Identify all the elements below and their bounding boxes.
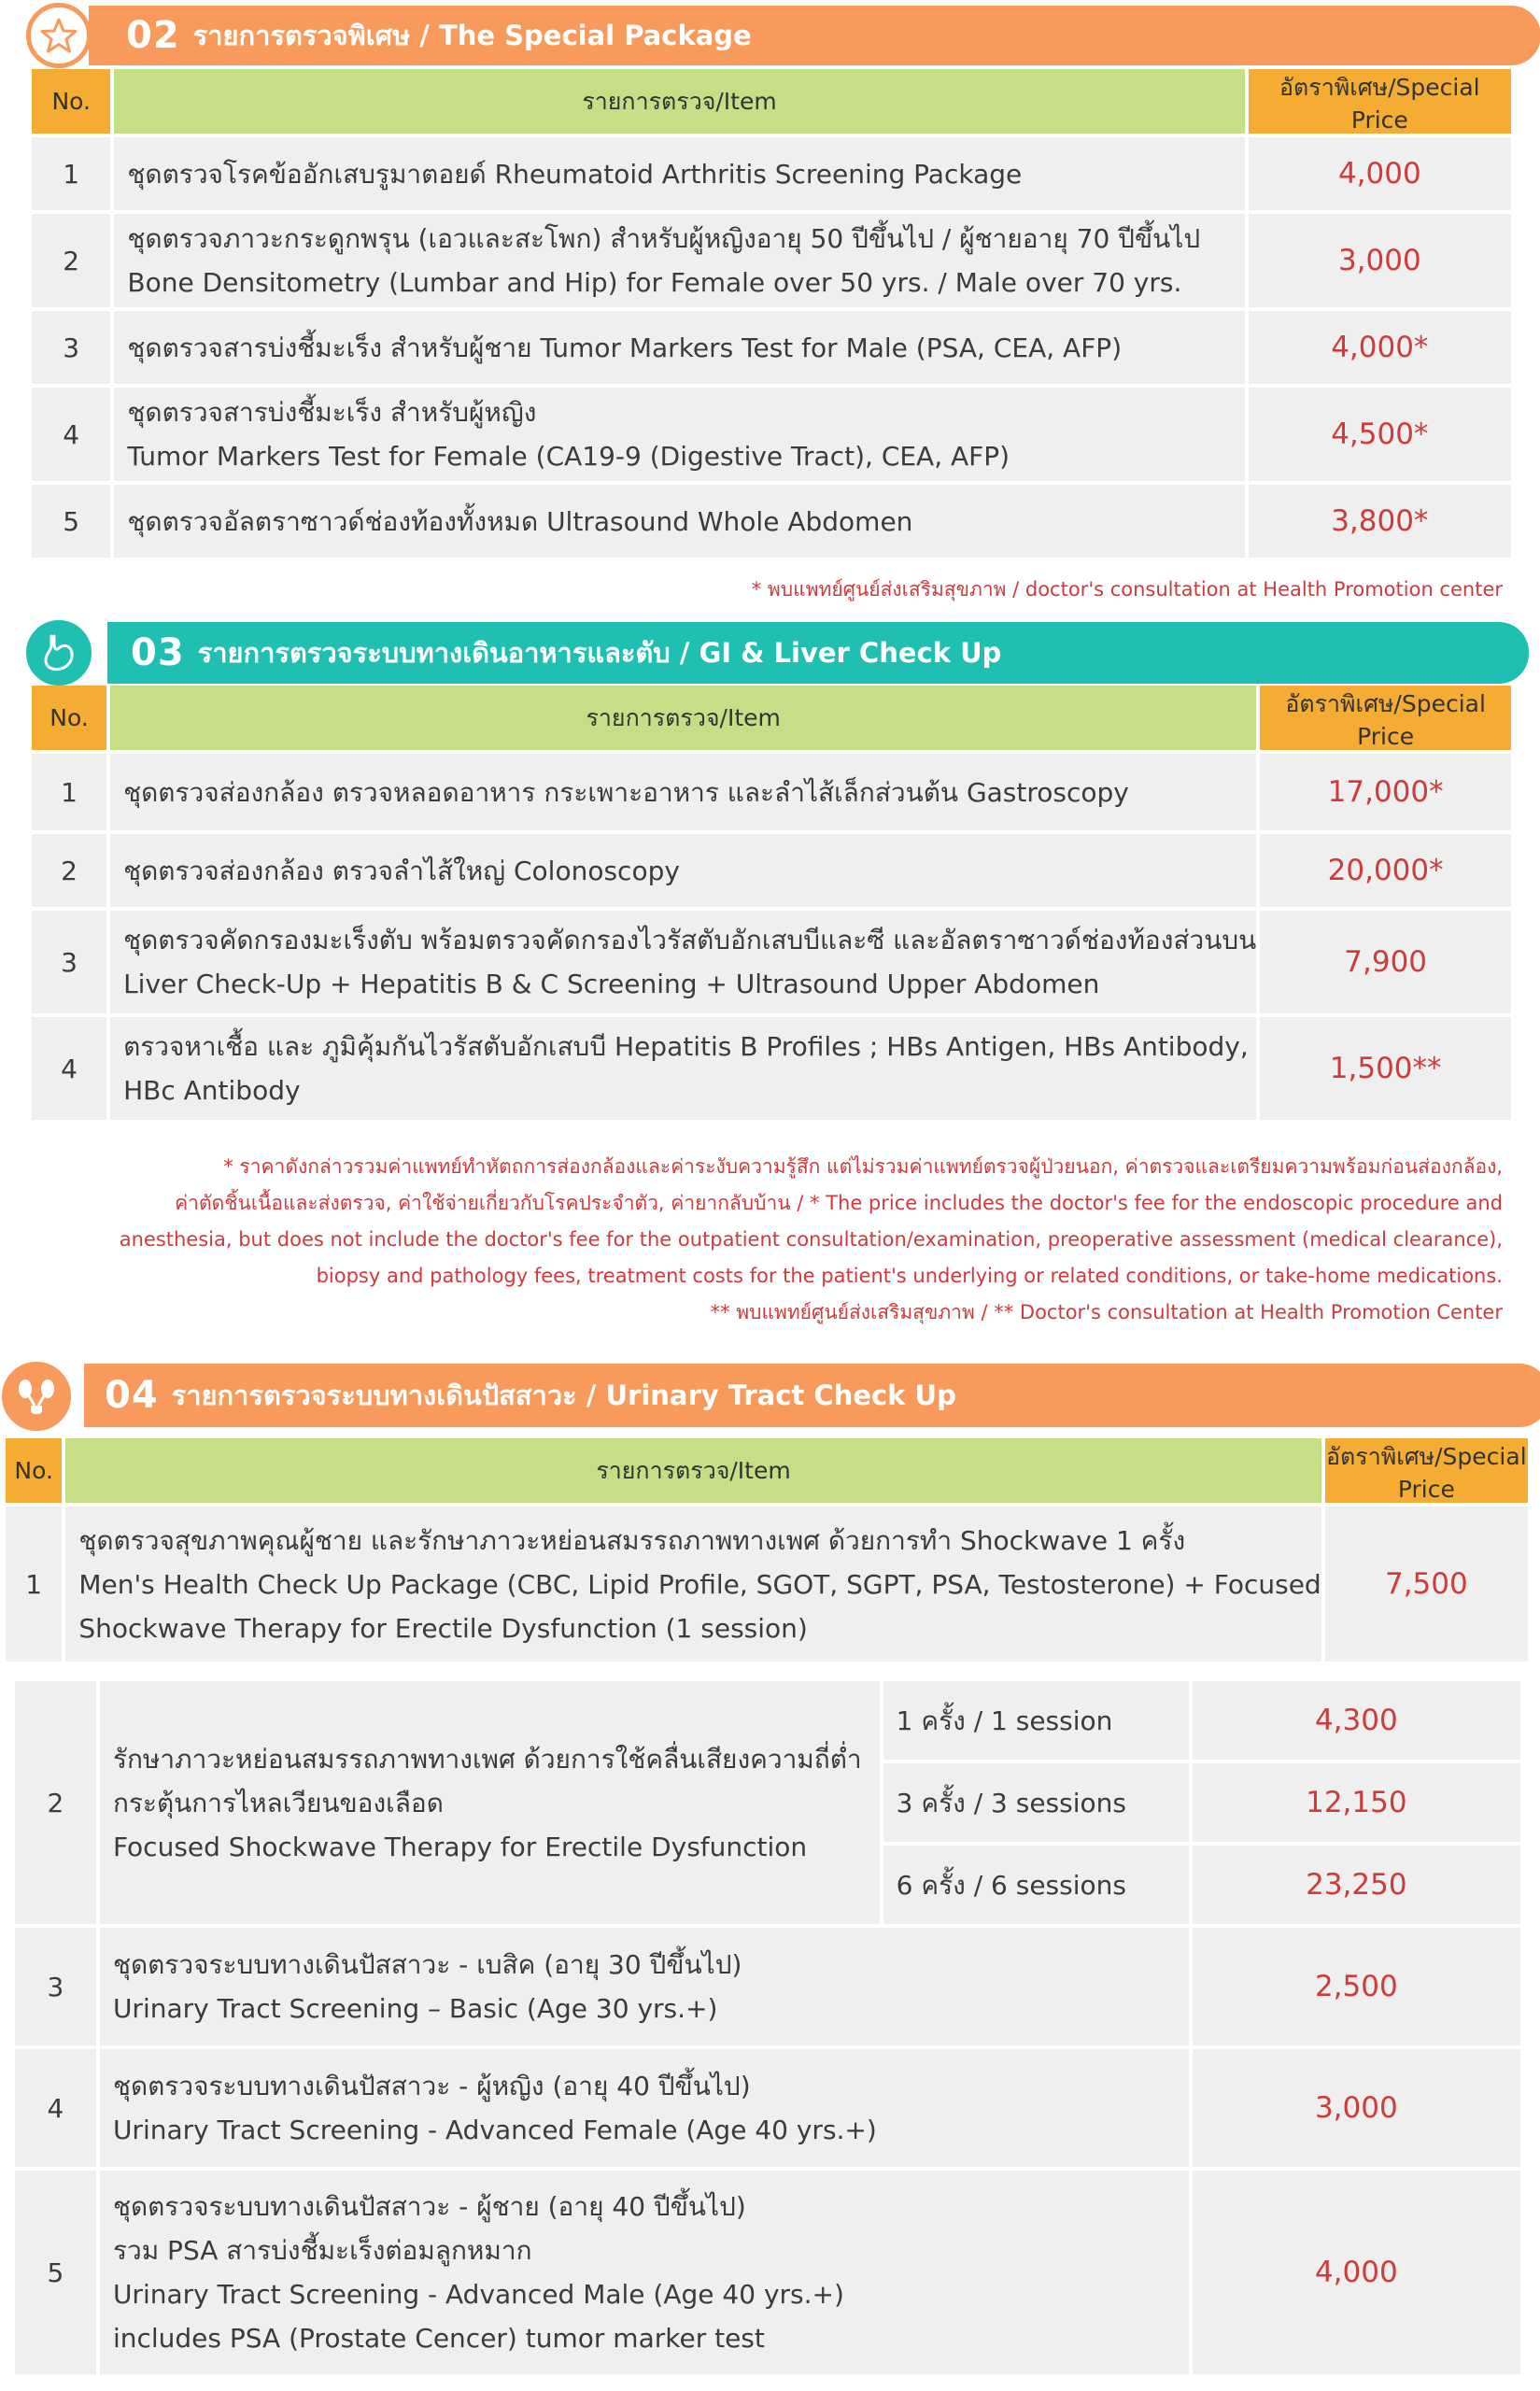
row-item — [65, 1507, 1321, 1662]
table-header-row — [6, 1438, 1528, 1503]
item-line: Focused Shockwave Therapy for Erectile Dysfunction — [112, 1831, 808, 1862]
item-line: กระตุ้นการไหลเวียนของเลือด — [112, 1787, 444, 1818]
session-price: 4,300 — [1193, 1681, 1520, 1760]
session-price: 23,250 — [1193, 1846, 1520, 1924]
col-item-header: รายการตรวจ/Item — [114, 69, 1244, 134]
row-price: 3,000 — [1249, 214, 1511, 307]
table-row — [32, 834, 1511, 907]
item-line: Bone Densitometry (Lumbar and Hip) for Female over 50 yrs. / Male over 70 yrs. — [127, 267, 1182, 298]
table-row — [32, 754, 1511, 830]
row-number: 5 — [15, 2171, 96, 2374]
section-04-title: รายการตรวจระบบทางเดินปัสสาวะ / Urinary Tract Check Up — [171, 1379, 956, 1411]
section-03-footnote — [120, 1149, 1503, 1331]
row-item — [114, 137, 1244, 210]
item-line: ชุดตรวจส่องกล้อง ตรวจหลอดอาหาร กระเพาะอาหาร และลำไส้เล็กส่วนต้น Gastroscopy — [123, 776, 1129, 808]
item-line: ชุดตรวจสารบ่งชี้มะเร็ง สำหรับผู้หญิง — [127, 397, 537, 428]
item-line: Urinary Tract Screening – Basic (Age 30 yrs.+) — [112, 1993, 718, 2024]
footnote-line: ** พบแพทย์ศูนย์ส่งเสริมสุขภาพ / ** Doctor's consultation at Health Promotion Center — [710, 1301, 1503, 1323]
item-line: ชุดตรวจระบบทางเดินปัสสาวะ - ผู้ชาย (อายุ 40 ปีขึ้นไป) — [112, 2191, 746, 2222]
section-02-header — [89, 6, 1540, 65]
row-price: 4,000 — [1193, 2171, 1520, 2374]
col-no-header: No. — [32, 686, 106, 750]
row-price: 3,000 — [1193, 2049, 1520, 2167]
table-row — [32, 214, 1511, 307]
session-option: 6 ครั้ง / 6 sessions — [883, 1846, 1189, 1924]
item-line: ชุดตรวจระบบทางเดินปัสสาวะ - เบสิค (อายุ 30 ปีขึ้นไป) — [112, 1949, 742, 1980]
col-no-header: No. — [6, 1438, 62, 1503]
section-04-header — [84, 1364, 1540, 1427]
row-number: 2 — [32, 834, 106, 907]
item-line: Urinary Tract Screening - Advanced Female (Age 40 yrs.+) — [112, 2115, 877, 2145]
col-price-header: อัตราพิเศษ/Special Price — [1260, 686, 1511, 750]
item-line: Tumor Markers Test for Female (CA19-9 (Digestive Tract), CEA, AFP) — [127, 441, 1010, 472]
row-price: 1,500** — [1260, 1017, 1511, 1120]
row-item — [114, 214, 1244, 307]
row-price: 4,000 — [1249, 137, 1511, 210]
session-option: 1 ครั้ง / 1 session — [883, 1681, 1189, 1760]
row-number: 4 — [15, 2049, 96, 2167]
table-row — [32, 137, 1511, 210]
row-item — [114, 311, 1244, 384]
row-number: 1 — [32, 137, 110, 210]
footnote-line: * ราคาดังกล่าวรวมค่าแพทย์ทำหัตถการส่องกล้องและค่าระงับความรู้สึก แต่ไม่รวมค่าแพทย์ตรวจผู้ป่วยนอก, ค่าตรวจและเตรียมความพร้อมก่อนส่องกล้อง, — [223, 1155, 1503, 1178]
row-price: 4,000* — [1249, 311, 1511, 384]
row-item — [114, 388, 1244, 481]
row-item — [100, 2049, 1189, 2167]
col-item-header: รายการตรวจ/Item — [110, 686, 1256, 750]
row-number: 2 — [32, 214, 110, 307]
stomach-icon — [38, 632, 79, 673]
row-item — [110, 1017, 1256, 1120]
table-row — [32, 911, 1511, 1013]
table-row — [15, 2049, 1520, 2167]
special-package-table — [28, 65, 1515, 561]
item-line: HBc Antibody — [123, 1075, 301, 1106]
row-item — [114, 485, 1244, 558]
row-item — [110, 911, 1256, 1013]
row-number: 3 — [32, 311, 110, 384]
row-number: 5 — [32, 485, 110, 558]
star-badge — [26, 3, 92, 68]
table-row — [15, 2171, 1520, 2374]
col-price-header: อัตราพิเศษ/Special Price — [1249, 69, 1511, 134]
item-line: ชุดตรวจส่องกล้อง ตรวจลำไส้ใหญ่ Colonoscopy — [123, 855, 680, 886]
row-price: 7,900 — [1260, 911, 1511, 1013]
session-option: 3 ครั้ง / 3 sessions — [883, 1763, 1189, 1842]
table-row — [6, 1507, 1528, 1662]
item-line: รวม PSA สารบ่งชี้มะเร็งต่อมลูกหมาก — [112, 2235, 532, 2266]
item-line: includes PSA (Prostate Cencer) tumor marker test — [112, 2323, 765, 2354]
item-line: ชุดตรวจระบบทางเดินปัสสาวะ - ผู้หญิง (อายุ 40 ปีขึ้นไป) — [112, 2071, 751, 2101]
col-no-header: No. — [32, 69, 110, 134]
section-02-footnote: * พบแพทย์ศูนย์ส่งเสริมสุขภาพ / doctor's consultation at Health Promotion center — [751, 578, 1503, 601]
table-row — [32, 485, 1511, 558]
table-header-row — [32, 69, 1511, 134]
item-line: ชุดตรวจสุขภาพคุณผู้ชาย และรักษาภาวะหย่อนสมรรถภาพทางเพศ ด้วยการทำ Shockwave 1 ครั้ง — [78, 1524, 1186, 1556]
row-price: 4,500* — [1249, 388, 1511, 481]
row-item — [110, 754, 1256, 830]
item-line: ตรวจหาเชื้อ และ ภูมิคุ้มกันไวรัสตับอักเสบบี Hepatitis B Profiles ; HBs Antigen, HBs Antibody, — [123, 1031, 1249, 1062]
footnote-line: ค่าตัดชิ้นเนื้อและส่งตรวจ, ค่าใช้จ่ายเกี่ยวกับโรคประจำตัว, ค่ายากลับบ้าน / * The price includes the doctor's fee for the endoscopic procedure and — [175, 1192, 1503, 1214]
row-number: 3 — [15, 1928, 96, 2045]
star-icon — [40, 17, 78, 54]
table-row — [32, 1017, 1511, 1120]
row-number: 1 — [32, 754, 106, 830]
row-item — [100, 1928, 1189, 2045]
row-item — [100, 1681, 880, 1924]
urinary-badge — [2, 1362, 71, 1431]
item-line: Urinary Tract Screening - Advanced Male (Age 40 yrs.+) — [112, 2279, 844, 2310]
urinary-table-top — [2, 1435, 1532, 1665]
item-line: ชุดตรวจสารบ่งชี้มะเร็ง สำหรับผู้ชาย Tumor Markers Test for Male (PSA, CEA, AFP) — [127, 332, 1123, 363]
table-header-row — [32, 686, 1511, 750]
row-price: 7,500 — [1325, 1507, 1528, 1662]
footnote-line: biopsy and pathology fees, treatment costs for the patient's underlying or related conditions, or take-home medications. — [316, 1265, 1503, 1287]
col-price-header: อัตราพิเศษ/Special Price — [1325, 1438, 1528, 1503]
item-line: ชุดตรวจภาวะกระดูกพรุน (เอวและสะโพก) สำหรับผู้หญิงอายุ 50 ปีขึ้นไป / ผู้ชายอายุ 70 ปีขึ้นไป — [127, 223, 1201, 254]
gi-liver-table — [28, 682, 1515, 1124]
stomach-badge — [26, 620, 92, 686]
table-row — [32, 311, 1511, 384]
row-item — [110, 834, 1256, 907]
col-item-header: รายการตรวจ/Item — [65, 1438, 1321, 1503]
section-04-number: 04 — [105, 1374, 159, 1417]
session-price: 12,150 — [1193, 1763, 1520, 1842]
row-price: 20,000* — [1260, 834, 1511, 907]
table-row — [32, 388, 1511, 481]
row-price: 17,000* — [1260, 754, 1511, 830]
section-03-header — [107, 622, 1529, 684]
row-number: 1 — [6, 1507, 62, 1662]
row-number: 3 — [32, 911, 106, 1013]
section-02-title: รายการตรวจพิเศษ / The Special Package — [192, 20, 752, 51]
section-02-number: 02 — [126, 14, 180, 57]
row-number: 4 — [32, 1017, 106, 1120]
row-number: 2 — [15, 1681, 96, 1924]
section-03-title: รายการตรวจระบบทางเดินอาหารและตับ / GI & Liver Check Up — [197, 637, 1002, 669]
footnote-line: anesthesia, but does not include the doctor's fee for the outpatient consultation/examination, preoperative assessment (medical clearance), — [119, 1228, 1503, 1251]
item-line: ชุดตรวจโรคข้ออักเสบรูมาตอยด์ Rheumatoid Arthritis Screening Package — [127, 158, 1023, 190]
section-03-number: 03 — [131, 631, 185, 674]
row-item — [100, 2171, 1189, 2374]
row-price: 2,500 — [1193, 1928, 1520, 2045]
item-line: Shockwave Therapy for Erectile Dysfunction (1 session) — [78, 1612, 808, 1644]
item-line: ชุดตรวจอัลตราซาวด์ช่องท้องทั้งหมด Ultrasound Whole Abdomen — [127, 505, 913, 537]
row-price: 3,800* — [1249, 485, 1511, 558]
item-line: รักษาภาวะหย่อนสมรรถภาพทางเพศ ด้วยการใช้คลื่นเสียงความถี่ต่ำ — [112, 1743, 862, 1775]
urinary-system-icon — [14, 1374, 59, 1419]
item-line: Liver Check-Up + Hepatitis B & C Screening + Ultrasound Upper Abdomen — [123, 969, 1100, 999]
table-row — [15, 1681, 1520, 1760]
item-line: ชุดตรวจคัดกรองมะเร็งตับ พร้อมตรวจคัดกรองไวรัสตับอักเสบบีและซี และอัลตราซาวด์ช่องท้องส่วนบน — [123, 925, 1257, 955]
item-line: Men's Health Check Up Package (CBC, Lipid Profile, SGOT, SGPT, PSA, Testosterone) + Focused — [78, 1568, 1321, 1600]
row-number: 4 — [32, 388, 110, 481]
urinary-table-bottom — [11, 1677, 1524, 2378]
table-row — [15, 1928, 1520, 2045]
